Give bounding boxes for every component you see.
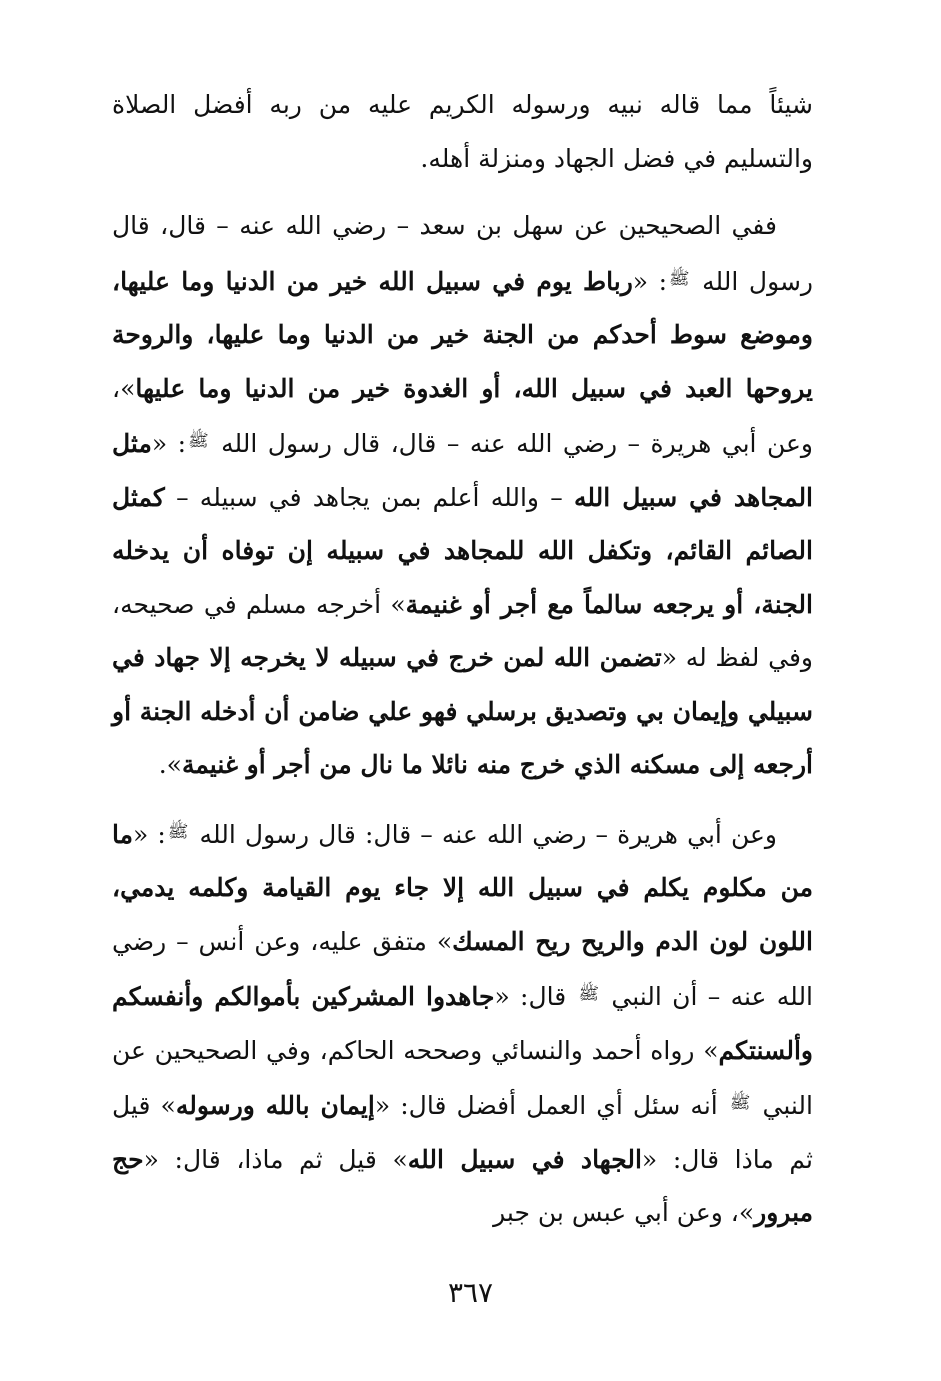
hadith-quote-bold: كمثل الصائم القائم، وتكفل الله للمجاهد في سبيله إن توفاه أن يدخله الجنة، أو يرجعه سالماً مع أجر أو غنيمة <box>112 482 813 619</box>
hadith-quote-bold: إيمان بالله ورسوله <box>175 1091 375 1120</box>
hadith-quote-bold: مثل المجاهد في سبيل الله <box>112 429 814 512</box>
text-run: » قيل ثم ماذا، قال: « <box>143 1144 408 1174</box>
salawat-ligature: ﷺ <box>578 984 600 1004</box>
text-run: ففي الصحيحين عن سهل بن سعد – رضي الله عنه – قال، قال رسول الله <box>112 211 814 296</box>
text-run: » قيل ثم ماذا قال: « <box>112 1091 813 1174</box>
paragraph-hadith-2 <box>112 806 813 1240</box>
hadith-quote-bold: ما من مكلوم يكلم في سبيل الله إلا جاء يوم القيامة وكلمه يدمي، اللون لون الدم والريح ريح المسك <box>112 819 813 956</box>
salawat-ligature: ﷺ <box>669 268 690 289</box>
text-run: » رواه أحمد والنسائي وصححه الحاكم، وفي الصحيحين عن النبي <box>112 1035 813 1120</box>
page-number: ٣٦٧ <box>447 1276 494 1309</box>
paragraph-hadith-1 <box>112 199 813 792</box>
text-run: : « <box>151 429 187 458</box>
paragraph-intro <box>112 78 813 185</box>
salawat-ligature: ﷺ <box>167 821 189 842</box>
text-run: وعن أبي هريرة – رضي الله عنه – قال: قال رسول الله <box>190 819 777 849</box>
hadith-quote-bold: حج مبرور <box>112 1144 813 1227</box>
hadith-quote-bold: رباط يوم في سبيل الله خير من الدنيا وما عليها، وموضع سوط أحدكم من الجنة خير من الدنيا وما عليها، والروحة يروحها العبد في سبيل الله، أو الغدوة خير من الدنيا وما عليها <box>112 266 813 403</box>
hadith-quote-bold: تضمن الله لمن خرج في سبيله لا يخرجه إلا جهاد في سبيلي وإيمان بي وتصديق برسلي فهو علي ضامن أن أدخله الجنة أو أرجعه إلى مسكنه الذي خرج منه نائلا ما نال من أجر أو غنيمة <box>112 643 813 779</box>
hadith-quote-bold: الجهاد في سبيل الله <box>407 1144 642 1174</box>
hadith-quote-bold: جاهدوا المشركين بأموالكم وأنفسكم وألسنتكم <box>112 982 813 1065</box>
text-run: : « <box>133 819 166 849</box>
text-run: ». <box>158 750 182 779</box>
text-run: »، وعن أبي عبس بن جبر <box>493 1198 755 1227</box>
text-run: » أخرجه مسلم في صحيحه، وفي لفظ له « <box>112 589 813 672</box>
text-run: : « <box>632 266 668 296</box>
text-run: – والله أعلم بمن يجاهد في سبيله – <box>164 482 574 512</box>
salawat-ligature: ﷺ <box>188 431 209 451</box>
text-run: أنه سئل أي العمل أفضل قال: « <box>374 1091 728 1120</box>
text-run: شيئاً مما قاله نبيه ورسوله الكريم عليه من ربه أفضل الصلاة والتسليم في فضل الجهاد ومنزلة أهله. <box>112 90 813 173</box>
text-run: »، وعن أبي هريرة – رضي الله عنه – قال، قال رسول الله <box>112 373 813 458</box>
text-run: قال: « <box>494 982 577 1011</box>
page-body <box>112 78 813 1261</box>
text-run: » متفق عليه، وعن أنس – رضي الله عنه – أن النبي <box>112 926 814 1011</box>
salawat-ligature: ﷺ <box>729 1093 751 1113</box>
